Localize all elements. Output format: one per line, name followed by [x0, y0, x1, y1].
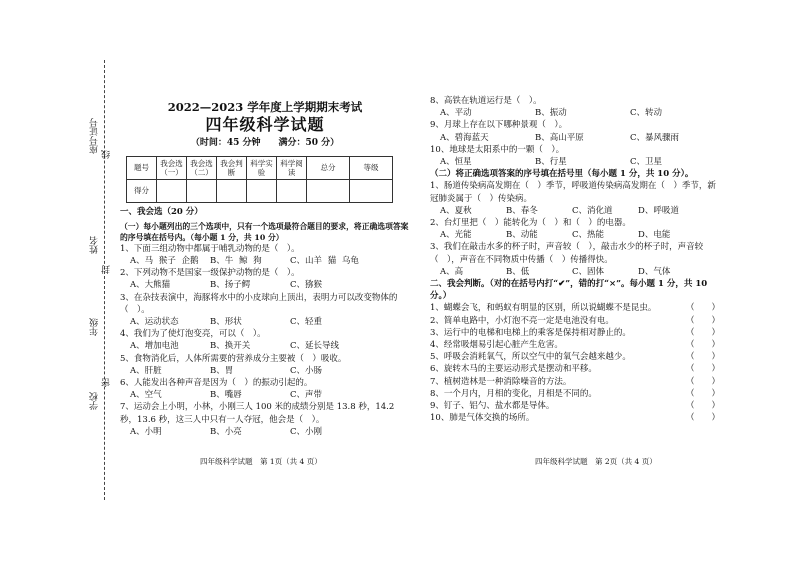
- answer-bracket[interactable]: （ ）: [685, 340, 720, 351]
- exam-time-score: （时间：45 分钟 满分：50 分）: [190, 138, 340, 149]
- option[interactable]: A、大熊猫: [130, 280, 171, 291]
- judge-item: 8、一个月内，月相的变化，月相是不同的。 （ ）: [430, 388, 720, 399]
- option[interactable]: A、平动: [440, 108, 472, 119]
- question: 3、我们在敲击水多的杯子时，声音较（ ），敲击水少的杯子时，声音较（ ），声音在不同物质中传播（ ）传播得快。: [430, 242, 704, 265]
- left-questions: [120, 243, 410, 438]
- left-column: [120, 95, 410, 438]
- judge-item: 7、植树造林是一种消除噪音的方法。 （ ）: [430, 376, 720, 387]
- score-header: 我会判断: [217, 156, 247, 179]
- exam-year-title: 2022—2023 学年度上学期期末考试: [167, 100, 363, 114]
- options: [120, 389, 410, 401]
- exam-subject-title: 四年级科学试题: [205, 115, 325, 135]
- option[interactable]: C、猕猴: [290, 280, 323, 291]
- judge-item: 1、蝴蝶会飞，和蚂蚁有明显的区别，所以说蝴蝶不是昆虫。 （ ）: [430, 303, 720, 314]
- question: 6、人能发出各种声音是因为（ ）的振动引起的。: [120, 378, 313, 389]
- binding-char-line: 线: [102, 150, 112, 159]
- answer-bracket[interactable]: （ ）: [685, 364, 720, 375]
- judge-item: 10、肺是气体交换的场所。 （ ）: [430, 413, 720, 424]
- binding-char-seal: 封: [102, 265, 112, 274]
- judge-item: 3、运行中的电梯和电梯上的乘客是保持相对静止的。 （ ）: [430, 327, 720, 338]
- question: 8、高铁在轨道运行是（ ）。: [430, 96, 542, 106]
- question: 4、我们为了使灯泡变亮，可以（ ）。: [120, 329, 266, 340]
- judge-item: 9、钉子、铝勺、盐水都是导体。 （ ）: [430, 401, 720, 412]
- option[interactable]: B、振动: [535, 108, 567, 119]
- question: 7、运动会上小明，小林，小刚三人 100 米的成绩分别是 13.8 秒，14.2 秒，13.6 秒，这三人中只有一人夺冠，他会是（ ）。: [120, 402, 395, 425]
- score-header: 我会选（一）: [157, 156, 187, 179]
- option[interactable]: C、暴风骤雨: [630, 132, 680, 143]
- options: [120, 365, 410, 377]
- option[interactable]: B、春冬: [506, 205, 538, 216]
- right-column: [430, 95, 720, 424]
- judge-item: 4、经常吸烟易引起心脏产生危害。 （ ）: [430, 340, 720, 351]
- judge-item: 6、旋转木马的主要运动形式是摆动和平移。 （ ）: [430, 364, 720, 375]
- score-cell[interactable]: [307, 179, 350, 202]
- option[interactable]: A、光能: [440, 230, 472, 241]
- option[interactable]: A、小明: [130, 426, 162, 437]
- option[interactable]: A、肝脏: [130, 365, 162, 376]
- option[interactable]: B、动能: [506, 230, 538, 241]
- score-header: 总分: [307, 156, 350, 179]
- option[interactable]: A、运动状态: [130, 317, 179, 328]
- question: 1、肠道传染病高发期在（ ）季节，呼吸道传染病高发期在（ ）季节，新冠肺炎属于（ ）传染病。: [430, 181, 716, 204]
- option[interactable]: C、固体: [572, 266, 605, 277]
- binding-line: [104, 60, 105, 500]
- page-footer-1: 四年级科学试题 第 1页（共 4 页）: [200, 457, 322, 466]
- option[interactable]: C、卫星: [630, 157, 663, 168]
- options: [120, 340, 410, 352]
- score-header: 我会选（二）: [187, 156, 217, 179]
- question: 9、月球上存在以下哪种景观（ ）。: [430, 120, 568, 131]
- answer-bracket[interactable]: （ ）: [685, 388, 720, 399]
- options: [120, 279, 410, 291]
- question: 3、在杂技表演中，海豚将水中的小皮球向上顶出，表明力可以改变物体的（ ）。: [120, 292, 398, 315]
- options: [430, 229, 720, 241]
- option[interactable]: D、气体: [638, 266, 671, 277]
- score-cell[interactable]: [217, 179, 247, 202]
- exam-number-label: 座号证号: [90, 118, 100, 154]
- judge-list: [430, 302, 720, 424]
- answer-bracket[interactable]: （ ）: [685, 376, 720, 387]
- question: 1、下面三组动物中都属于哺乳动物的是（ ）。: [120, 243, 300, 254]
- school-label: 学校: [90, 392, 100, 410]
- score-table: [126, 156, 393, 203]
- option[interactable]: C、延长导线: [290, 341, 340, 352]
- option[interactable]: C、消化道: [572, 205, 613, 216]
- option[interactable]: C、声带: [290, 390, 323, 401]
- option[interactable]: C、热能: [572, 230, 605, 241]
- answer-bracket[interactable]: （ ）: [685, 352, 720, 363]
- option[interactable]: C、小刚: [290, 426, 323, 437]
- option[interactable]: A、马 猴子 企鹅: [130, 256, 199, 267]
- binding-char-secret: 密: [102, 378, 112, 387]
- answer-bracket[interactable]: （ ）: [685, 315, 720, 326]
- option[interactable]: B、换开关: [210, 341, 251, 352]
- option[interactable]: C、小肠: [290, 365, 323, 376]
- option[interactable]: C、山羊 猫 乌龟: [290, 256, 359, 267]
- options: [120, 255, 410, 267]
- option[interactable]: B、行星: [535, 157, 567, 168]
- score-cell[interactable]: [277, 179, 307, 202]
- sub1-instructions: （一）每小题列出的三个选项中，只有一个选项最符合题目的要求，将正确选项答案的序号填在括号内。（每小题 1 分，共 10 分）: [120, 221, 409, 242]
- option[interactable]: B、低: [506, 266, 530, 277]
- answer-bracket[interactable]: （ ）: [685, 401, 720, 412]
- option[interactable]: D、呼吸道: [638, 205, 679, 216]
- score-row-label: 得分: [127, 179, 157, 202]
- score-cell[interactable]: [157, 179, 187, 202]
- grade-label: 年级: [90, 318, 100, 336]
- name-label: 姓名: [90, 236, 100, 254]
- question: 2、台灯里把（ ）能转化为（ ）和（ ）的电器。: [430, 218, 631, 229]
- options: [430, 132, 720, 144]
- option[interactable]: A、空气: [130, 390, 162, 401]
- option[interactable]: B、形状: [210, 317, 242, 328]
- option[interactable]: A、碧海蓝天: [440, 132, 489, 143]
- score-header: 等级: [350, 156, 393, 179]
- option[interactable]: A、增加电池: [130, 341, 179, 352]
- section-judge-heading: 二、我会判断。（对的在括号内打“✔”，错的打“×”。每小题 1 分，共 10 分。）: [430, 279, 708, 302]
- option[interactable]: B、高山平原: [535, 132, 584, 143]
- option[interactable]: B、胃: [210, 365, 234, 376]
- score-cell[interactable]: [247, 179, 277, 202]
- question: 5、食物消化后，人体所需要的营养成分主要被（ ）吸收。: [120, 353, 347, 364]
- option[interactable]: C、轻重: [290, 317, 323, 328]
- score-cell[interactable]: [350, 179, 393, 202]
- options: [430, 266, 720, 278]
- option[interactable]: A、高: [440, 266, 464, 277]
- option[interactable]: A、夏秋: [440, 205, 472, 216]
- question: 10、地球是太阳系中的一颗（ ）。: [430, 144, 565, 155]
- options: [120, 426, 410, 438]
- page-footer-2: 四年级科学试题 第 2页（共 4 页）: [535, 457, 657, 466]
- options: [120, 316, 410, 328]
- option[interactable]: C、转动: [630, 108, 663, 119]
- section-choose-heading: 一、我会选（20 分）: [120, 206, 203, 217]
- option[interactable]: D、电能: [638, 230, 671, 241]
- score-header: 科学实验: [247, 156, 277, 179]
- judge-item: 2、简单电路中，小灯泡不亮一定是电池没有电。 （ ）: [430, 315, 720, 326]
- score-header: 题号: [127, 156, 157, 179]
- option[interactable]: B、扬子鳄: [210, 280, 251, 291]
- options: [430, 205, 720, 217]
- answer-bracket[interactable]: （ ）: [685, 413, 720, 424]
- sub2-instructions: （二）将正确选项答案的序号填在括号里（每小题 1 分，共 10 分）。: [430, 169, 694, 180]
- option[interactable]: B、嘴唇: [210, 390, 242, 401]
- answer-bracket[interactable]: （ ）: [685, 303, 720, 314]
- option[interactable]: B、牛 鲸 狗: [210, 256, 262, 267]
- question: 2、下列动物不是国家一级保护动物的是（ ）。: [120, 268, 300, 279]
- score-header: 科学阅读: [277, 156, 307, 179]
- option[interactable]: B、小亮: [210, 426, 242, 437]
- options: [430, 156, 720, 168]
- options: [430, 107, 720, 119]
- judge-item: 5、呼吸会消耗氧气，所以空气中的氧气会越来越少。 （ ）: [430, 352, 720, 363]
- option[interactable]: A、恒星: [440, 157, 472, 168]
- score-cell[interactable]: [187, 179, 217, 202]
- answer-bracket[interactable]: （ ）: [685, 327, 720, 338]
